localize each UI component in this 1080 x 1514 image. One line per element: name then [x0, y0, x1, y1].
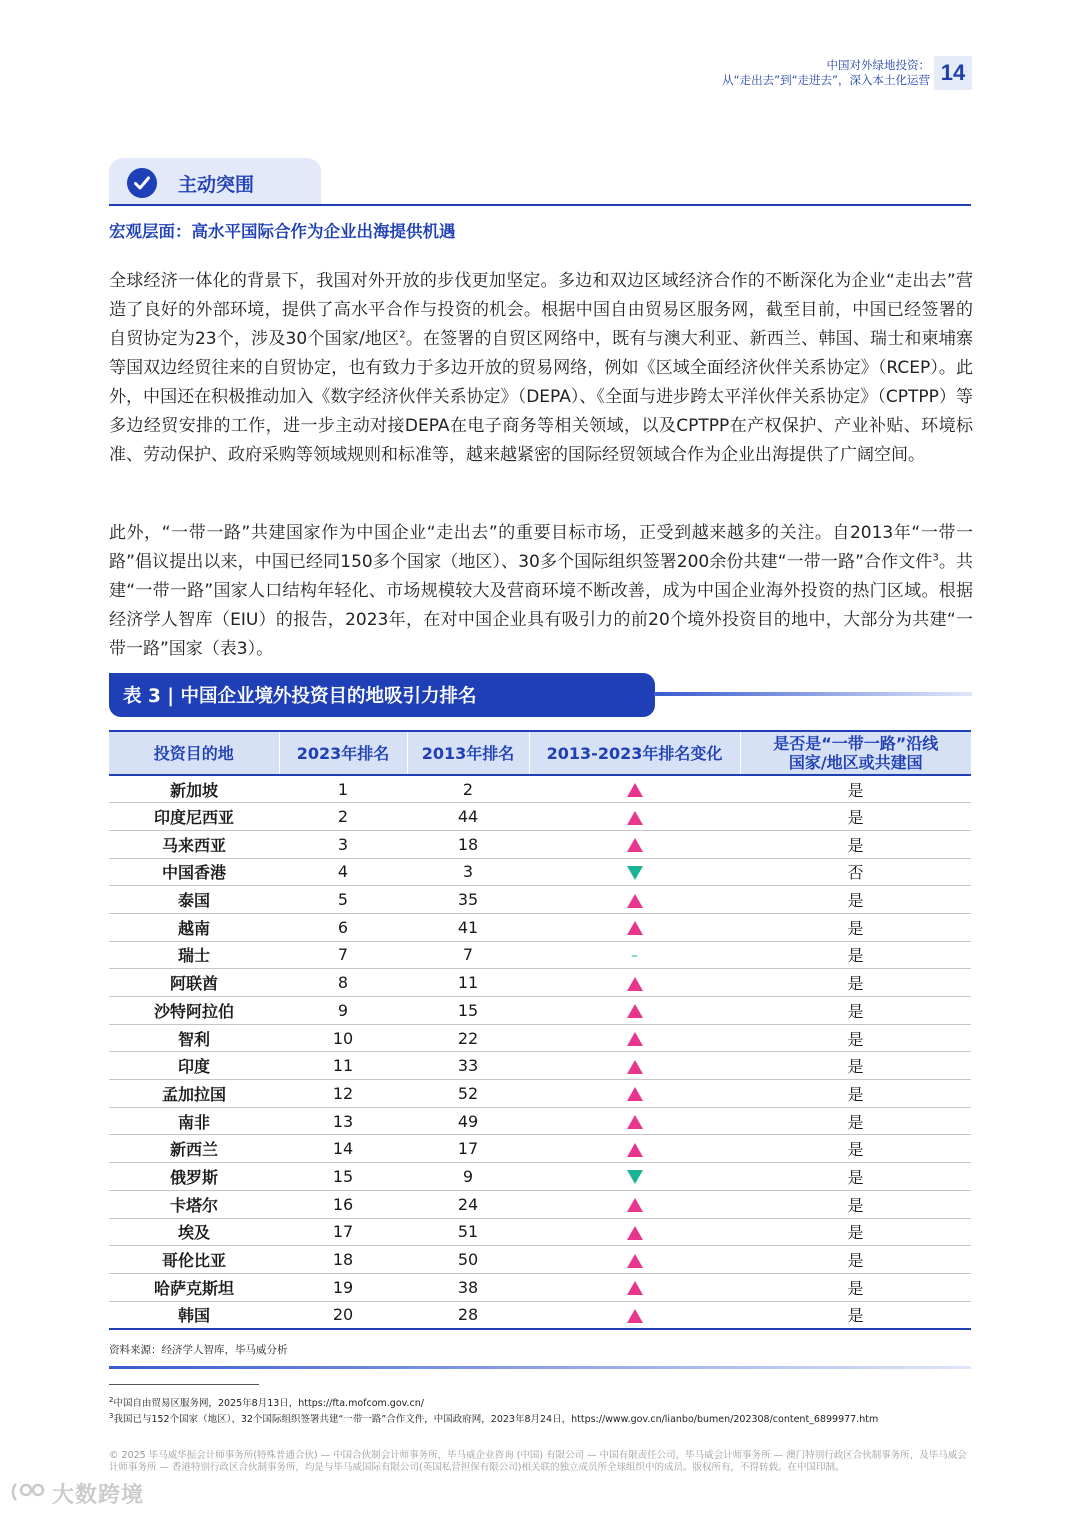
cell-destination: 卡塔尔	[109, 1190, 279, 1218]
header-title-line1: 中国对外绿地投资：	[826, 58, 930, 72]
footnote-2-text[interactable]: 中国自由贸易区服务网，2025年8月13日，https://fta.mofcom.gov.cn/	[113, 1398, 424, 1409]
check-circle-icon	[127, 168, 157, 198]
cell-bri: 是	[740, 997, 971, 1025]
cell-rank-change	[529, 1052, 740, 1080]
cell-rank-2023: 7	[279, 941, 407, 969]
header-destination: 投资目的地	[109, 731, 279, 775]
cell-destination: 智利	[109, 1024, 279, 1052]
cell-bri: 是	[740, 1190, 971, 1218]
section-divider	[109, 204, 971, 206]
cell-rank-2013: 22	[407, 1024, 529, 1052]
cell-rank-2023: 8	[279, 969, 407, 997]
cell-bri: 是	[740, 1246, 971, 1274]
cell-bri: 是	[740, 775, 971, 803]
cell-rank-2023: 2	[279, 803, 407, 831]
cell-rank-change	[529, 1301, 740, 1329]
table-row	[109, 1190, 971, 1218]
cell-rank-2013: 11	[407, 969, 529, 997]
cell-rank-2013: 49	[407, 1107, 529, 1135]
cell-rank-2013: 38	[407, 1273, 529, 1301]
cell-destination: 孟加拉国	[109, 1080, 279, 1108]
cell-rank-2023: 18	[279, 1246, 407, 1274]
cell-bri: 是	[740, 913, 971, 941]
cell-bri: 是	[740, 1301, 971, 1329]
table-row	[109, 775, 971, 803]
rank-up-icon	[627, 1254, 643, 1268]
rank-up-icon	[627, 1060, 643, 1074]
cell-rank-change	[529, 803, 740, 831]
cell-rank-2013: 18	[407, 830, 529, 858]
table-row	[109, 913, 971, 941]
table-row	[109, 1135, 971, 1163]
cell-bri: 是	[740, 941, 971, 969]
table-row	[109, 830, 971, 858]
rank-down-icon	[627, 866, 643, 880]
rank-up-icon	[627, 1309, 643, 1323]
paragraph-2	[109, 519, 973, 664]
header-bri: 是否是“一带一路”沿线 国家/地区或共建国	[740, 731, 971, 775]
section-badge	[109, 158, 321, 205]
table-row	[109, 1273, 971, 1301]
cell-rank-2023: 3	[279, 830, 407, 858]
cell-rank-change	[529, 1080, 740, 1108]
cell-destination: 俄罗斯	[109, 1163, 279, 1191]
watermark-text: 大数跨境	[52, 1483, 145, 1508]
rank-up-icon	[627, 1281, 643, 1295]
table-title-rule	[654, 692, 972, 696]
footnote-3	[109, 1411, 878, 1425]
cell-destination: 阿联酋	[109, 969, 279, 997]
cell-rank-change	[529, 1190, 740, 1218]
ranking-table	[109, 730, 971, 1330]
cell-rank-2013: 3	[407, 858, 529, 886]
cell-rank-2013: 33	[407, 1052, 529, 1080]
cell-bri: 是	[740, 1052, 971, 1080]
paragraph-1	[109, 267, 973, 470]
header-rank-2013: 2013年排名	[407, 731, 529, 775]
cell-rank-2023: 14	[279, 1135, 407, 1163]
table-row	[109, 1052, 971, 1080]
cell-destination: 哥伦比亚	[109, 1246, 279, 1274]
table-row	[109, 1163, 971, 1191]
footnote-2	[109, 1395, 424, 1409]
cell-rank-change	[529, 1135, 740, 1163]
cell-rank-2013: 28	[407, 1301, 529, 1329]
cell-rank-2013: 24	[407, 1190, 529, 1218]
table-row	[109, 1218, 971, 1246]
cell-rank-change	[529, 941, 740, 969]
cell-rank-2023: 16	[279, 1190, 407, 1218]
cell-rank-change	[529, 997, 740, 1025]
rank-up-icon	[627, 977, 643, 991]
cell-rank-change	[529, 886, 740, 914]
cell-bri: 是	[740, 1163, 971, 1191]
cell-destination: 南非	[109, 1107, 279, 1135]
cell-destination: 沙特阿拉伯	[109, 997, 279, 1025]
cell-destination: 印度尼西亚	[109, 803, 279, 831]
cell-rank-change	[529, 913, 740, 941]
table-body	[109, 775, 971, 1329]
cell-bri: 否	[740, 858, 971, 886]
rank-up-icon	[627, 1198, 643, 1212]
running-header	[722, 58, 930, 88]
paragraph-1-text-b: 。在签署的自贸区网络中，既有与澳大利亚、新西兰、韩国、瑞士和柬埔寨等国双边经贸往来的自贸协定，也有致力于多边开放的贸易网络，例如《区域全面经济伙伴关系协定》（RCEP）。此外，中国还在积极推动加入《数字经济伙伴关系协定》（DEPA）、《全面与进步跨太平洋伙伴关系协定》（CPTPP）等多边经贸安排的工作，进一步主动对接DEPA在电子商务等相关领域，以及CPTPP在产权保护、产业补贴、环境标准、劳动保护、政府采购等领域规则和标准等，越来越紧密的国际经贸领域合作为企业出海提供了广阔空间。	[109, 329, 973, 465]
cell-rank-2013: 50	[407, 1246, 529, 1274]
cell-destination: 中国香港	[109, 858, 279, 886]
cell-rank-2013: 51	[407, 1218, 529, 1246]
cell-rank-2023: 13	[279, 1107, 407, 1135]
paragraph-2-text-b: 。共建“一带一路”国家人口结构年轻化、市场规模较大及营商环境不断改善，成为中国企业海外投资的热门区域。根据经济学人智库（EIU）的报告，2023年，在对中国企业具有吸引力的前20个境外投资目的地中，大部分为共建“一带一路”国家（表3）。	[109, 552, 974, 659]
rank-up-icon	[627, 783, 643, 797]
table-title: 表 3 | 中国企业境外投资目的地吸引力排名	[123, 686, 477, 707]
table-row	[109, 1024, 971, 1052]
cell-rank-change	[529, 1107, 740, 1135]
footnote-ref-2[interactable]: 2	[399, 329, 406, 341]
cell-rank-2013: 52	[407, 1080, 529, 1108]
section-title: 主动突围	[178, 174, 255, 196]
cell-rank-2023: 9	[279, 997, 407, 1025]
cell-rank-2013: 41	[407, 913, 529, 941]
table-row	[109, 1246, 971, 1274]
cell-rank-2023: 17	[279, 1218, 407, 1246]
cell-rank-2023: 11	[279, 1052, 407, 1080]
cell-rank-change	[529, 858, 740, 886]
rank-up-icon	[627, 1226, 643, 1240]
footnote-ref-3[interactable]: 3	[932, 552, 939, 564]
table-row	[109, 941, 971, 969]
cell-bri: 是	[740, 830, 971, 858]
header-rank-2023: 2023年排名	[279, 731, 407, 775]
cell-destination: 韩国	[109, 1301, 279, 1329]
cell-rank-2013: 7	[407, 941, 529, 969]
cell-rank-2023: 19	[279, 1273, 407, 1301]
cell-rank-change	[529, 969, 740, 997]
page-number: 14	[934, 56, 972, 90]
cell-rank-2023: 20	[279, 1301, 407, 1329]
cell-rank-2023: 6	[279, 913, 407, 941]
table-row	[109, 969, 971, 997]
cell-rank-change	[529, 1218, 740, 1246]
header-title-line2: 从“走出去”到“走进去”，深入本土化运营	[722, 73, 930, 87]
cell-destination: 新加坡	[109, 775, 279, 803]
footnote-3-num: 3	[109, 1411, 114, 1420]
table-row	[109, 997, 971, 1025]
footnote-3-text[interactable]: 我国已与152个国家（地区）、32个国际组织签署共建“一带一路”合作文件，中国政府网，2023年8月24日，https://www.gov.cn/lianbo/bumen/202308/content_6899977.htm	[113, 1414, 879, 1425]
rank-up-icon	[627, 1115, 643, 1129]
cell-bri: 是	[740, 1107, 971, 1135]
footnote-2-num: 2	[109, 1395, 114, 1404]
cell-rank-change	[529, 775, 740, 803]
table-source: 资料来源：经济学人智库，毕马威分析	[109, 1344, 288, 1356]
paragraph-1-text-a: 全球经济一体化的背景下，我国对外开放的步伐更加坚定。多边和双边区域经济合作的不断深化为企业“走出去”营造了良好的外部环境，提供了高水平合作与投资的机会。根据中国自由贸易区服务网，截至目前，中国已经签署的自贸协定为23个，涉及30个国家/地区	[109, 271, 973, 349]
cell-destination: 埃及	[109, 1218, 279, 1246]
cell-bri: 是	[740, 1135, 971, 1163]
watermark-logo-icon	[10, 1478, 50, 1510]
cell-rank-2013: 35	[407, 886, 529, 914]
table-row	[109, 1080, 971, 1108]
cell-rank-2013: 17	[407, 1135, 529, 1163]
cell-bri: 是	[740, 803, 971, 831]
rank-up-icon	[627, 838, 643, 852]
rank-up-icon	[627, 1087, 643, 1101]
cell-destination: 哈萨克斯坦	[109, 1273, 279, 1301]
table-row	[109, 858, 971, 886]
rank-unchanged-icon: –	[631, 948, 638, 965]
cell-rank-2023: 12	[279, 1080, 407, 1108]
cell-bri: 是	[740, 1273, 971, 1301]
cell-bri: 是	[740, 969, 971, 997]
rank-up-icon	[627, 811, 643, 825]
cell-bri: 是	[740, 1024, 971, 1052]
cell-rank-2013: 15	[407, 997, 529, 1025]
cell-destination: 泰国	[109, 886, 279, 914]
cell-rank-change	[529, 1273, 740, 1301]
cell-rank-change	[529, 830, 740, 858]
cell-rank-2013: 2	[407, 775, 529, 803]
cell-rank-2023: 1	[279, 775, 407, 803]
rank-up-icon	[627, 1032, 643, 1046]
cell-destination: 印度	[109, 1052, 279, 1080]
cell-rank-change	[529, 1024, 740, 1052]
cell-bri: 是	[740, 886, 971, 914]
table-row	[109, 803, 971, 831]
header-rank-change: 2013-2023年排名变化	[529, 731, 740, 775]
cell-rank-2023: 15	[279, 1163, 407, 1191]
cell-destination: 新西兰	[109, 1135, 279, 1163]
table-row	[109, 1107, 971, 1135]
cell-rank-2023: 4	[279, 858, 407, 886]
cell-destination: 瑞士	[109, 941, 279, 969]
cell-destination: 马来西亚	[109, 830, 279, 858]
table-row	[109, 1301, 971, 1329]
paragraph-2-text-a: 此外，“一带一路”共建国家作为中国企业“走出去”的重要目标市场，正受到越来越多的关注。自2013年“一带一路”倡议提出以来，中国已经同150多个国家（地区）、30多个国际组织签署200余份共建“一带一路”合作文件	[109, 523, 973, 572]
cell-rank-change	[529, 1163, 740, 1191]
copyright-notice: © 2025 毕马威华振会计师事务所(特殊普通合伙) — 中国合伙制会计师事务所，毕马威企业咨询 (中国) 有限公司 — 中国有限责任公司，毕马威会计师事务所 — 澳门特别行政区合伙制事务所，及毕马威会计师事务所 — 香港特别行政区合伙制事务所，均是与毕马威国际有限公司(英国私营担保有限公司)相关联的独立成员所全球组织中的成员。版权所有，不得转载。在中国印制。	[109, 1450, 967, 1473]
cell-rank-change	[529, 1246, 740, 1274]
cell-destination: 越南	[109, 913, 279, 941]
table-title-bar	[109, 673, 655, 717]
rank-up-icon	[627, 921, 643, 935]
cell-bri: 是	[740, 1080, 971, 1108]
source-rule	[109, 1366, 971, 1369]
cell-rank-2013: 9	[407, 1163, 529, 1191]
cell-rank-2023: 5	[279, 886, 407, 914]
rank-up-icon	[627, 1143, 643, 1157]
rank-up-icon	[627, 1004, 643, 1018]
rank-up-icon	[627, 894, 643, 908]
table-header-row	[109, 731, 971, 775]
section-subheading: 宏观层面：高水平国际合作为企业出海提供机遇	[109, 222, 456, 241]
cell-rank-2013: 44	[407, 803, 529, 831]
cell-rank-2023: 10	[279, 1024, 407, 1052]
rank-down-icon	[627, 1170, 643, 1184]
footnote-rule	[109, 1384, 259, 1385]
cell-bri: 是	[740, 1218, 971, 1246]
table-row	[109, 886, 971, 914]
